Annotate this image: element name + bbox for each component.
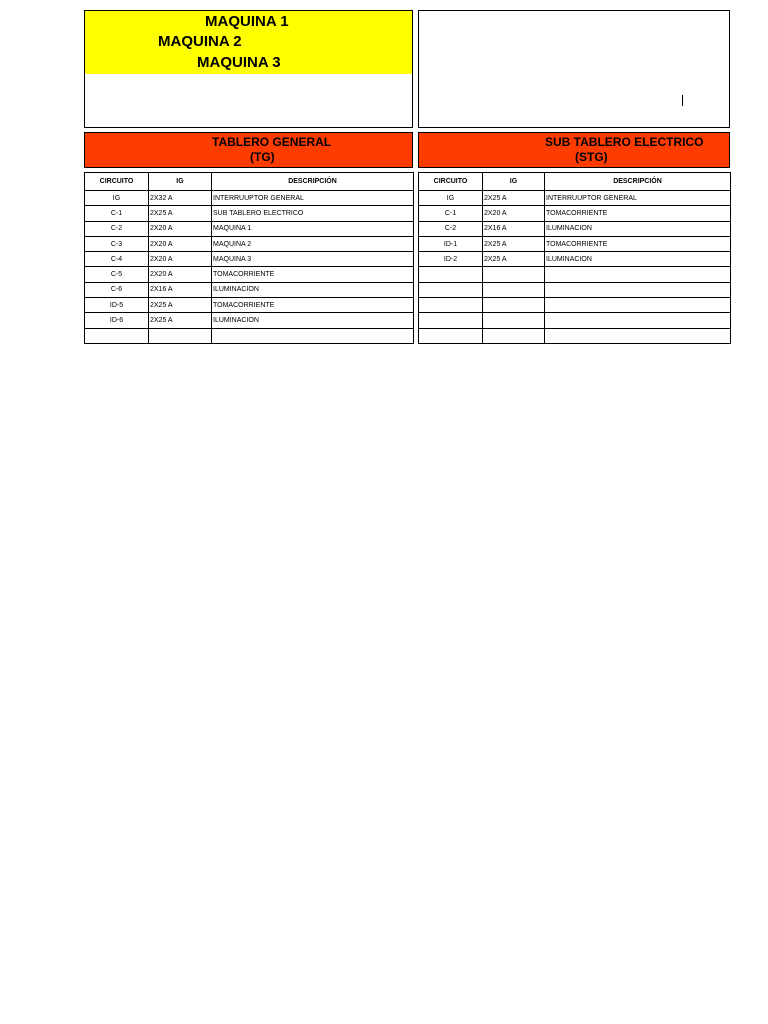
cell-ig (149, 328, 212, 343)
cell-circuito (419, 328, 483, 343)
column-header-circuito: CIRCUITO (419, 173, 483, 191)
sub-tablero-table (418, 172, 731, 344)
cell-descripcion (545, 313, 731, 328)
cell-ig: 2X25 A (483, 252, 545, 267)
cell-circuito (419, 267, 483, 282)
cell-descripcion (545, 298, 731, 313)
cell-circuito (419, 298, 483, 313)
cell-descripcion: ILUMINACION (545, 252, 731, 267)
cell-descripcion (545, 328, 731, 343)
table-row (85, 206, 414, 221)
cell-ig: 2X25 A (483, 191, 545, 206)
sub-tablero-title: SUB TABLERO ELECTRICO (545, 135, 704, 149)
machines-box (84, 10, 413, 128)
cell-ig (483, 267, 545, 282)
table-row (419, 267, 731, 282)
cell-descripcion: INTERRUUPTOR GENERAL (545, 191, 731, 206)
cell-descripcion: ILUMINACION (545, 221, 731, 236)
cell-ig: 2X16 A (149, 282, 212, 297)
cell-ig: 2X32 A (149, 191, 212, 206)
cell-ig: 2X20 A (149, 267, 212, 282)
table-row (85, 282, 414, 297)
cell-descripcion: ILUMINACION (212, 313, 414, 328)
column-header-descripcion: DESCRIPCIÓN (212, 173, 414, 191)
cell-ig (483, 298, 545, 313)
machine-label-3: MAQUINA 3 (197, 54, 281, 71)
sub-tablero-code: (STG) (575, 150, 608, 164)
cell-circuito: IG (85, 191, 149, 206)
cell-ig: 2X25 A (483, 236, 545, 251)
table-row (85, 236, 414, 251)
table-row (85, 191, 414, 206)
cell-circuito (419, 282, 483, 297)
machine-label-1: MAQUINA 1 (205, 13, 289, 30)
cell-descripcion: SUB TABLERO ELECTRICO (212, 206, 414, 221)
table-row (419, 282, 731, 297)
tablero-general-table (84, 172, 414, 344)
table-row (85, 267, 414, 282)
cell-circuito: C-5 (85, 267, 149, 282)
cell-ig: 2X25 A (149, 206, 212, 221)
cell-ig (483, 313, 545, 328)
table-row (85, 298, 414, 313)
cell-descripcion (545, 282, 731, 297)
cell-ig: 2X20 A (483, 206, 545, 221)
table-row (419, 328, 731, 343)
machine-label-2: MAQUINA 2 (158, 33, 242, 50)
cell-descripcion: INTERRUUPTOR GENERAL (212, 191, 414, 206)
tablero-general-header (84, 132, 413, 168)
cell-circuito: C-2 (419, 221, 483, 236)
cell-descripcion: TOMACORRIENTE (212, 267, 414, 282)
cell-circuito: ID-1 (419, 236, 483, 251)
cell-circuito: ID-2 (419, 252, 483, 267)
tablero-general-title: TABLERO GENERAL (212, 135, 332, 149)
sub-tablero-header (418, 132, 730, 168)
table-row (419, 313, 731, 328)
cell-circuito: C-1 (419, 206, 483, 221)
cell-circuito: ID-5 (85, 298, 149, 313)
cell-descripcion: TOMACORRIENTE (545, 236, 731, 251)
cell-descripcion: TOMACORRIENTE (545, 206, 731, 221)
table-row (419, 252, 731, 267)
column-header-circuito: CIRCUITO (85, 173, 149, 191)
table-row (419, 206, 731, 221)
cell-circuito: C-6 (85, 282, 149, 297)
table-row (419, 236, 731, 251)
cell-circuito: C-2 (85, 221, 149, 236)
cell-ig (483, 328, 545, 343)
cell-circuito: IG (419, 191, 483, 206)
column-header-descripcion: DESCRIPCIÓN (545, 173, 731, 191)
cell-descripcion: MAQUINA 3 (212, 252, 414, 267)
cell-descripcion (545, 267, 731, 282)
table-row (85, 328, 414, 343)
empty-box (418, 10, 730, 128)
cell-ig: 2X20 A (149, 252, 212, 267)
column-header-ig: IG (149, 173, 212, 191)
cell-ig: 2X16 A (483, 221, 545, 236)
tablero-general-code: (TG) (250, 150, 275, 164)
cell-descripcion (212, 328, 414, 343)
table-row (85, 221, 414, 236)
cell-descripcion: MAQUINA 1 (212, 221, 414, 236)
table-row (85, 313, 414, 328)
cell-descripcion: TOMACORRIENTE (212, 298, 414, 313)
table-header-row (85, 173, 414, 191)
cell-ig: 2X25 A (149, 298, 212, 313)
cell-ig: 2X20 A (149, 236, 212, 251)
table-row (419, 221, 731, 236)
cell-circuito (85, 328, 149, 343)
cell-circuito: C-4 (85, 252, 149, 267)
text-cursor (682, 95, 683, 106)
cell-ig: 2X25 A (149, 313, 212, 328)
cell-circuito: ID-6 (85, 313, 149, 328)
table-row (419, 298, 731, 313)
table-row (419, 191, 731, 206)
cell-circuito: C-3 (85, 236, 149, 251)
table-row (85, 252, 414, 267)
cell-circuito (419, 313, 483, 328)
cell-ig (483, 282, 545, 297)
column-header-ig: IG (483, 173, 545, 191)
cell-circuito: C-1 (85, 206, 149, 221)
cell-ig: 2X20 A (149, 221, 212, 236)
table-header-row (419, 173, 731, 191)
cell-descripcion: ILUMINACION (212, 282, 414, 297)
cell-descripcion: MAQUINA 2 (212, 236, 414, 251)
